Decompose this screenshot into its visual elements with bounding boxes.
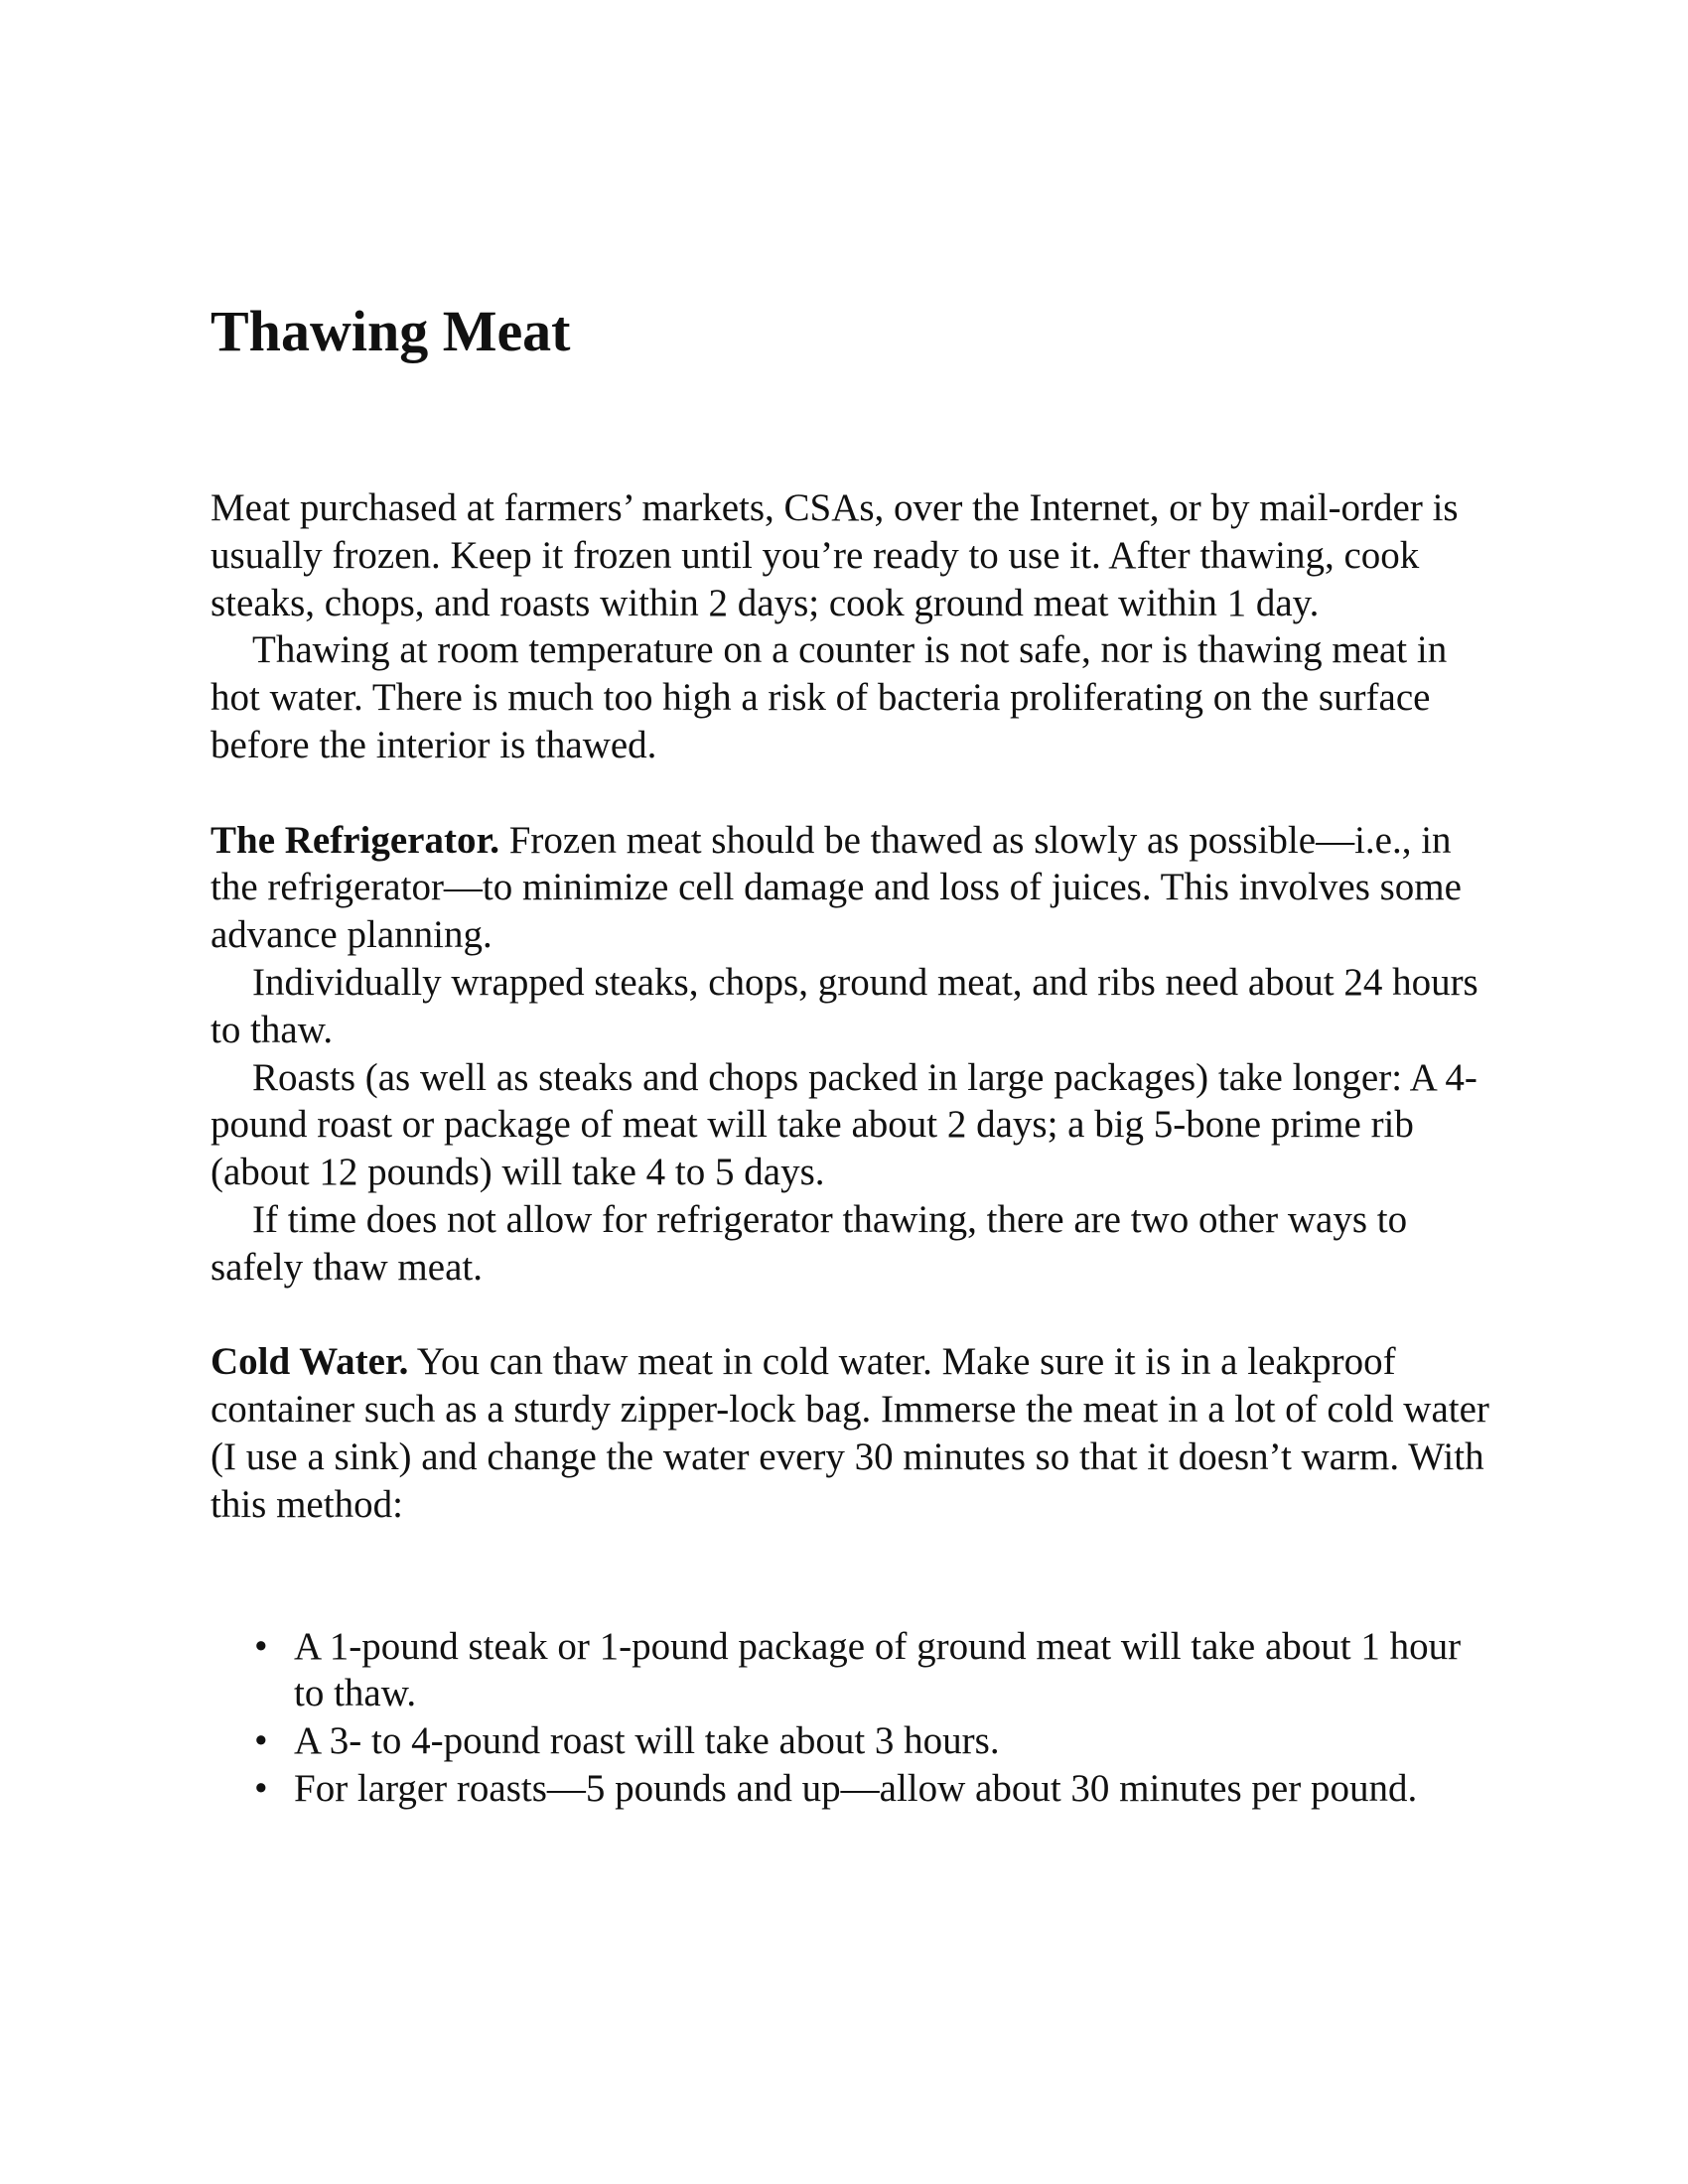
list-item [211,1765,1491,1813]
list-item-text: A 3- to 4-pound roast will take about 3 hours. [294,1719,1000,1763]
list-item [211,1623,1491,1718]
cold-water-text-1: You can thaw meat in cold water. Make sure it is in a leakproof container such as a sturdy zipper-lock bag. Immerse the meat in a lot of cold water (I use a sink) and change the water every 30 minutes so that it doesn’t warm. With this method: [211,1340,1489,1526]
bullet-icon: • [254,1719,268,1763]
refrigerator-heading: The Refrigerator. [211,818,499,862]
page-title: Thawing Meat [211,299,571,363]
refrigerator-paragraph-4: If time does not allow for refrigerator thawing, there are two other ways to safely thaw meat. [211,1197,1408,1289]
list-item [211,1717,1491,1765]
refrigerator-paragraph-3: Roasts (as well as steaks and chops packed in large packages) take longer: A 4-pound roast or package of meat will take about 2 days; a big 5-bone prime rib (about 12 pounds) will take 4 to 5 days. [211,1055,1477,1194]
list-item-text: For larger roasts—5 pounds and up—allow about 30 minutes per pound. [294,1766,1418,1810]
list-item-text: A 1-pound steak or 1-pound package of ground meat will take about 1 hour to thaw. [294,1624,1462,1715]
intro-paragraph-2: Thawing at room temperature on a counter is not safe, nor is thawing meat in hot water. There is much too high a risk of bacteria proliferating on the surface before the interior is thawed. [211,628,1448,766]
cold-water-paragraph-1 [211,1338,1491,1528]
bullet-icon: • [254,1624,268,1668]
cold-water-bullet-list [211,1623,1491,1813]
intro-paragraph-1: Meat purchased at farmers’ markets, CSAs, over the Internet, or by mail-order is usually frozen. Keep it frozen until you’re ready to use it. After thawing, cook steaks, chops, and roasts within 2 days; cook ground meat within 1 day. [211,486,1459,624]
cold-water-heading: Cold Water. [211,1340,409,1384]
refrigerator-text-1: Frozen meat should be thawed as slowly as possible—i.e., in the refrigerator—to minimize cell damage and loss of juices. This involves some advance planning. [211,818,1462,957]
refrigerator-paragraph-2: Individually wrapped steaks, chops, ground meat, and ribs need about 24 hours to thaw. [211,960,1478,1051]
body-text [211,484,1491,1813]
refrigerator-paragraph-1 [211,817,1491,959]
bullet-icon: • [254,1766,268,1810]
